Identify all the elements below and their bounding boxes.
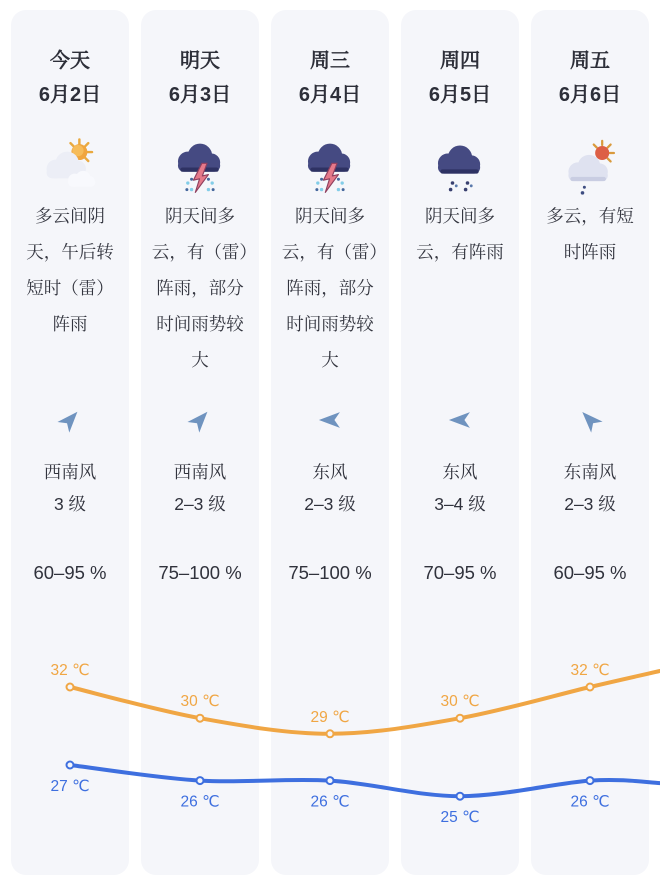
day-label: 明天 (180, 50, 220, 72)
wind-direction-label: 西南风 (173, 462, 227, 482)
low-temp-label: 27 ℃ (50, 778, 90, 795)
wind-direction-arrow-icon (576, 406, 604, 434)
day-label: 周三 (310, 50, 350, 72)
date-label: 6月5日 (428, 84, 492, 106)
humidity-label: 60–95 % (33, 562, 107, 583)
day-label: 周四 (440, 50, 480, 72)
wind-direction-arrow-icon (446, 406, 474, 434)
wind-direction-label: 东风 (312, 462, 348, 482)
low-temp-label: 26 ℃ (180, 793, 220, 811)
weather-description: 多云，有短时阵雨 (546, 206, 634, 262)
day-label: 周五 (570, 50, 610, 72)
day-label: 今天 (50, 50, 90, 72)
forecast-card[interactable] (11, 10, 129, 875)
forecast-card[interactable] (531, 10, 649, 875)
date-label: 6月4日 (298, 84, 362, 106)
wind-level-label: 2–3 级 (564, 494, 616, 514)
wind-direction-arrow-icon (316, 406, 344, 434)
wind-level-label: 2–3 级 (304, 494, 356, 514)
humidity-label: 75–100 % (288, 562, 372, 583)
high-temp-label: 32 ℃ (50, 662, 90, 679)
high-temp-label: 30 ℃ (180, 693, 220, 711)
partly-cloudy-icon (40, 138, 100, 198)
high-temp-label: 32 ℃ (570, 662, 610, 679)
wind-level-label: 2–3 级 (174, 494, 226, 514)
wind-direction-arrow-icon (56, 406, 84, 434)
low-temp-label: 25 ℃ (440, 809, 480, 827)
wind-direction-label: 西南风 (43, 462, 97, 482)
weather-description: 多云间阴天，午后转短时（雷）阵雨 (26, 206, 114, 334)
wind-direction-label: 东风 (442, 462, 478, 482)
thunderstorm-icon (170, 138, 230, 198)
sun-shower-icon (560, 138, 620, 198)
wind-direction-arrow-icon (186, 406, 214, 434)
wind-direction-label: 东南风 (563, 462, 617, 482)
high-temp-label: 30 ℃ (440, 693, 480, 711)
weather-description: 阴天间多云，有阵雨 (416, 206, 504, 262)
low-temp-label: 26 ℃ (570, 793, 610, 811)
humidity-label: 70–95 % (423, 562, 497, 583)
forecast-cards-row (0, 10, 660, 875)
weather-description: 阴天间多云，有（雷）阵雨，部分时间雨势较大 (281, 206, 379, 370)
rain-icon (430, 138, 490, 198)
forecast-card[interactable] (401, 10, 519, 875)
wind-level-label: 3–4 级 (434, 494, 486, 514)
forecast-card[interactable] (141, 10, 259, 875)
date-label: 6月2日 (38, 84, 102, 106)
wind-level-label: 3 级 (53, 494, 87, 514)
weather-description: 阴天间多云，有（雷）阵雨，部分时间雨势较大 (151, 206, 249, 370)
low-temp-label: 26 ℃ (310, 793, 350, 811)
date-label: 6月6日 (558, 84, 622, 106)
forecast-card[interactable] (271, 10, 389, 875)
humidity-label: 75–100 % (158, 562, 242, 583)
high-temp-label: 29 ℃ (310, 708, 350, 726)
thunderstorm-icon (300, 138, 360, 198)
humidity-label: 60–95 % (553, 562, 627, 583)
date-label: 6月3日 (168, 84, 232, 106)
